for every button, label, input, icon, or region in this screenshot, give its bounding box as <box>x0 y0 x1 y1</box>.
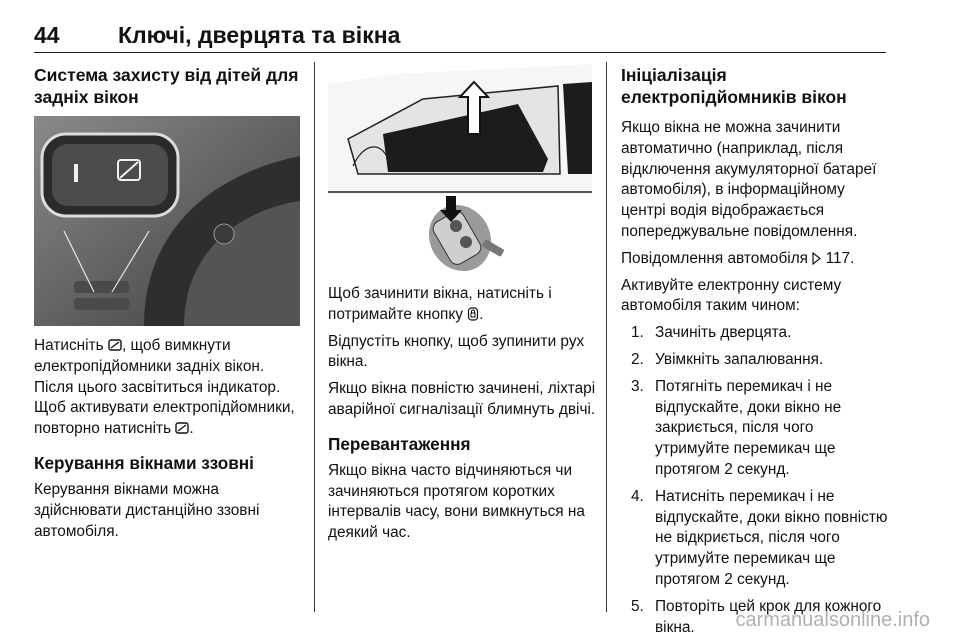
page-title: Ключі, дверцята та вікна <box>118 22 401 48</box>
right-paragraph-2: Повідомлення автомобіля 117. <box>621 249 855 267</box>
watermark: carmanualsonline.info <box>735 609 930 631</box>
right-paragraph-3: Активуйте електронну систему автомобіля таким чином: <box>621 276 842 315</box>
cross-reference-icon[interactable] <box>812 252 821 265</box>
left-paragraph-1: Натисніть , щоб вимкнути електропідйомники задніх вікон. Після цього засвітиться індикатор. Щоб активувати електропідйомники, повторно натисніть . <box>34 337 295 438</box>
list-item: 1. Зачиніть дверцята. <box>631 324 792 342</box>
section-heading-overload: Перевантаження <box>328 433 471 454</box>
window-close-illustration <box>328 64 592 274</box>
section-heading-child-lock: Система захисту від дітей для задніх вікон <box>34 65 299 107</box>
middle-paragraph-1: Щоб зачинити вікна, натисніть і потримайте кнопку . <box>328 285 552 323</box>
right-paragraph-1: Якщо вікна не можна зачинити автоматично (наприклад, після відключення акумуляторної батареї автомобіля), в інформаційному центрі водія відображається попереджувальне повідомлення. <box>621 119 877 240</box>
section-heading-initialization: Ініціалізація електропідйомників вікон <box>621 65 847 107</box>
left-paragraph-2: Керування вікнами можна здійснювати дистанційно ззовні автомобіля. <box>34 480 260 540</box>
right-column <box>621 64 889 644</box>
list-item: 2. Увімкніть запалювання. <box>631 350 824 368</box>
key-lock-button-icon <box>467 307 479 321</box>
page-header <box>34 22 886 53</box>
middle-paragraph-2: Відпустіть кнопку, щоб зупинити рух вікна. <box>328 332 585 371</box>
child-lock-window-icon <box>108 338 122 352</box>
column-divider <box>606 62 607 612</box>
page-number: 44 <box>34 22 60 48</box>
section-heading-remote: Керування вікнами ззовні <box>34 452 254 473</box>
initialization-steps <box>621 323 889 638</box>
list-item: 4. Натисніть перемикач і не відпускайте, доки вікно повністю не відкриється, після чого утримуйте перемикач ще протягом 2 секунд. <box>631 487 888 588</box>
middle-paragraph-4: Якщо вікна часто відчиняються чи зачиняються протягом коротких інтервалів часу, вони вимкнуться на деякий час. <box>328 461 585 542</box>
list-item: 5. Повторіть цей крок для кожного вікна. <box>631 597 882 636</box>
middle-paragraph-3: Якщо вікна повністю зачинені, ліхтарі аварійної сигналізації блимнуть двічі. <box>328 380 596 418</box>
column-divider <box>314 62 315 612</box>
middle-column <box>328 64 596 550</box>
child-lock-window-icon <box>175 421 189 435</box>
left-column <box>34 64 306 548</box>
door-panel-illustration <box>34 116 300 326</box>
list-item: 3. Потягніть перемикач і не відпускайте, доки вікно не закриється, після чого утримуйте перемикач ще протягом 2 секунд. <box>631 377 842 478</box>
